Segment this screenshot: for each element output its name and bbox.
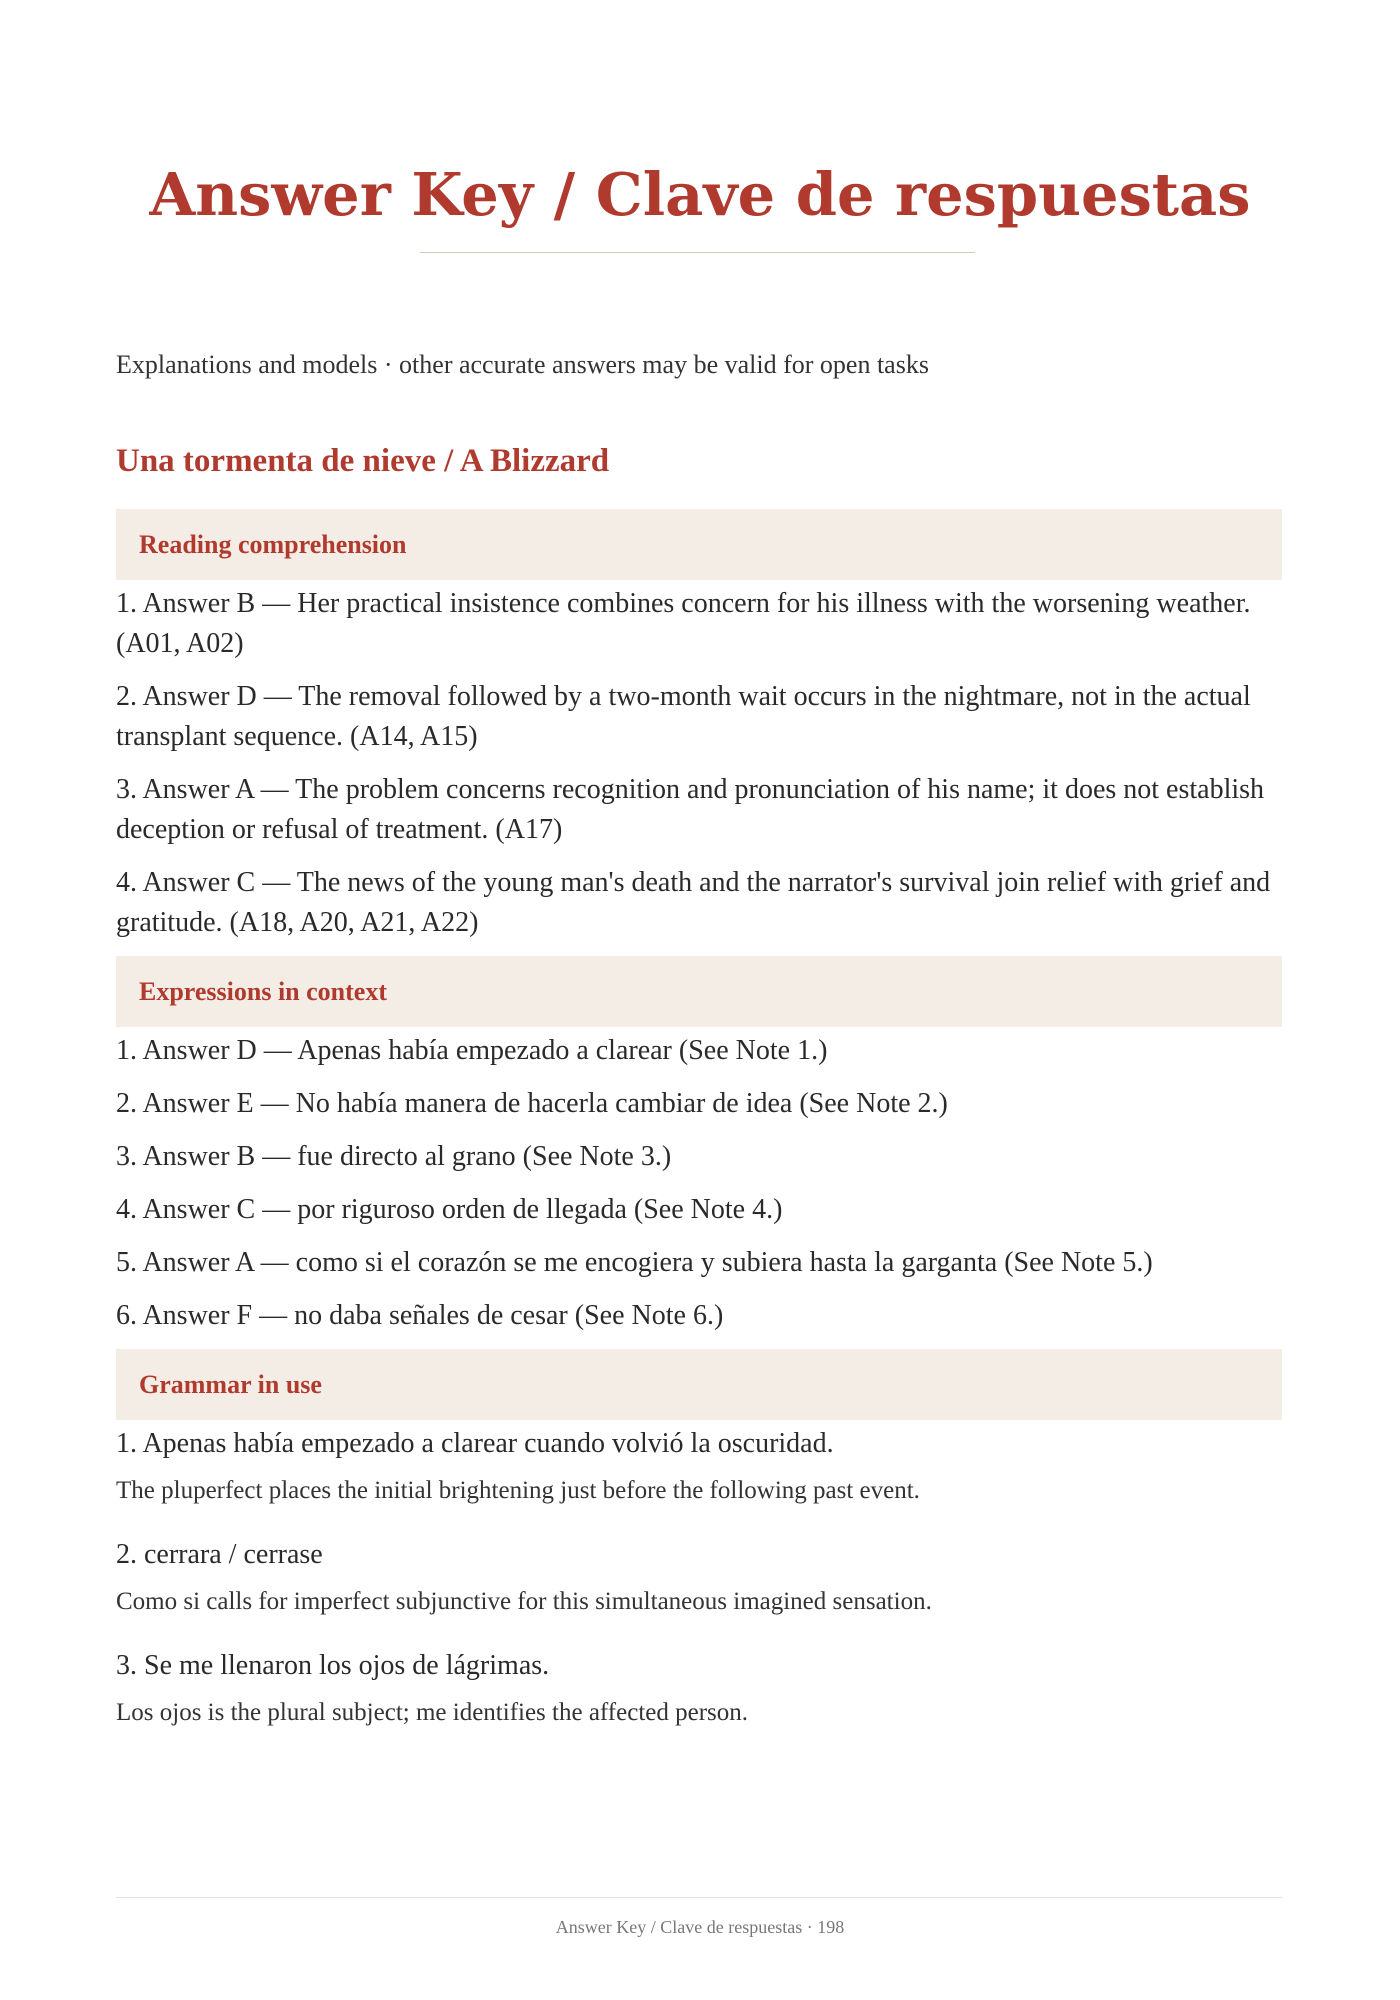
expression-answer-6: 6. Answer F — no daba señales de cesar (See Note 6.) <box>116 1300 724 1331</box>
grammar-item <box>116 1424 1282 1508</box>
reading-answer-3: 3. Answer A — The problem concerns recognition and pronunciation of his name; it does not establish deception or refusal of treatment. (A17) <box>116 774 1265 845</box>
page-subtitle: Explanations and models · other accurate answers may be valid for open tasks <box>116 350 929 379</box>
grammar-list <box>116 1424 1282 1730</box>
answer-key-content <box>116 425 1282 1757</box>
grammar-item <box>116 1646 1282 1730</box>
expressions-heading: Expressions in context <box>116 956 1282 1027</box>
grammar-answer-1: 1. Apenas había empezado a clarear cuando volvió la oscuridad. <box>116 1428 834 1459</box>
expression-answer-3: 3. Answer B — fue directo al grano (See Note 3.) <box>116 1141 672 1172</box>
grammar-answer-2: 2. cerrara / cerrase <box>116 1539 323 1570</box>
section-heading: Una tormenta de nieve / A Blizzard <box>116 443 610 479</box>
grammar-item <box>116 1535 1282 1619</box>
expression-answer-2: 2. Answer E — No había manera de hacerla cambiar de idea (See Note 2.) <box>116 1088 948 1119</box>
expression-answer-4: 4. Answer C — por riguroso orden de llegada (See Note 4.) <box>116 1194 783 1225</box>
reading-answer-4: 4. Answer C — The news of the young man's death and the narrator's survival join relief with grief and gratitude. (A18, A20, A21, A22) <box>116 867 1271 938</box>
page-footer: Answer Key / Clave de respuestas · 198 <box>555 1917 845 1937</box>
page-title: Answer Key / Clave de respuestas <box>149 160 1251 229</box>
grammar-heading: Grammar in use <box>116 1349 1282 1420</box>
grammar-explanation-1: The pluperfect places the initial brightening just before the following past event. <box>116 1477 920 1504</box>
reading-answer-1: 1. Answer B — Her practical insistence combines concern for his illness with the worsening weather. (A01, A02) <box>116 588 1251 659</box>
reading-comprehension-heading: Reading comprehension <box>116 509 1282 580</box>
expression-answer-1: 1. Answer D — Apenas había empezado a clarear (See Note 1.) <box>116 1035 828 1066</box>
reading-answer-2: 2. Answer D — The removal followed by a two-month wait occurs in the nightmare, not in the actual transplant sequence. (A14, A15) <box>116 681 1251 752</box>
title-divider <box>420 252 975 253</box>
grammar-answer-3: 3. Se me llenaron los ojos de lágrimas. <box>116 1650 550 1681</box>
expression-answer-5: 5. Answer A — como si el corazón se me encogiera y subiera hasta la garganta (See Note 5.) <box>116 1247 1153 1278</box>
reading-comprehension-list <box>116 584 1282 943</box>
footer-divider <box>116 1897 1282 1898</box>
grammar-explanation-2: Como si calls for imperfect subjunctive for this simultaneous imagined sensation. <box>116 1588 932 1615</box>
grammar-explanation-3: Los ojos is the plural subject; me identifies the affected person. <box>116 1699 749 1726</box>
expressions-list <box>116 1031 1282 1336</box>
